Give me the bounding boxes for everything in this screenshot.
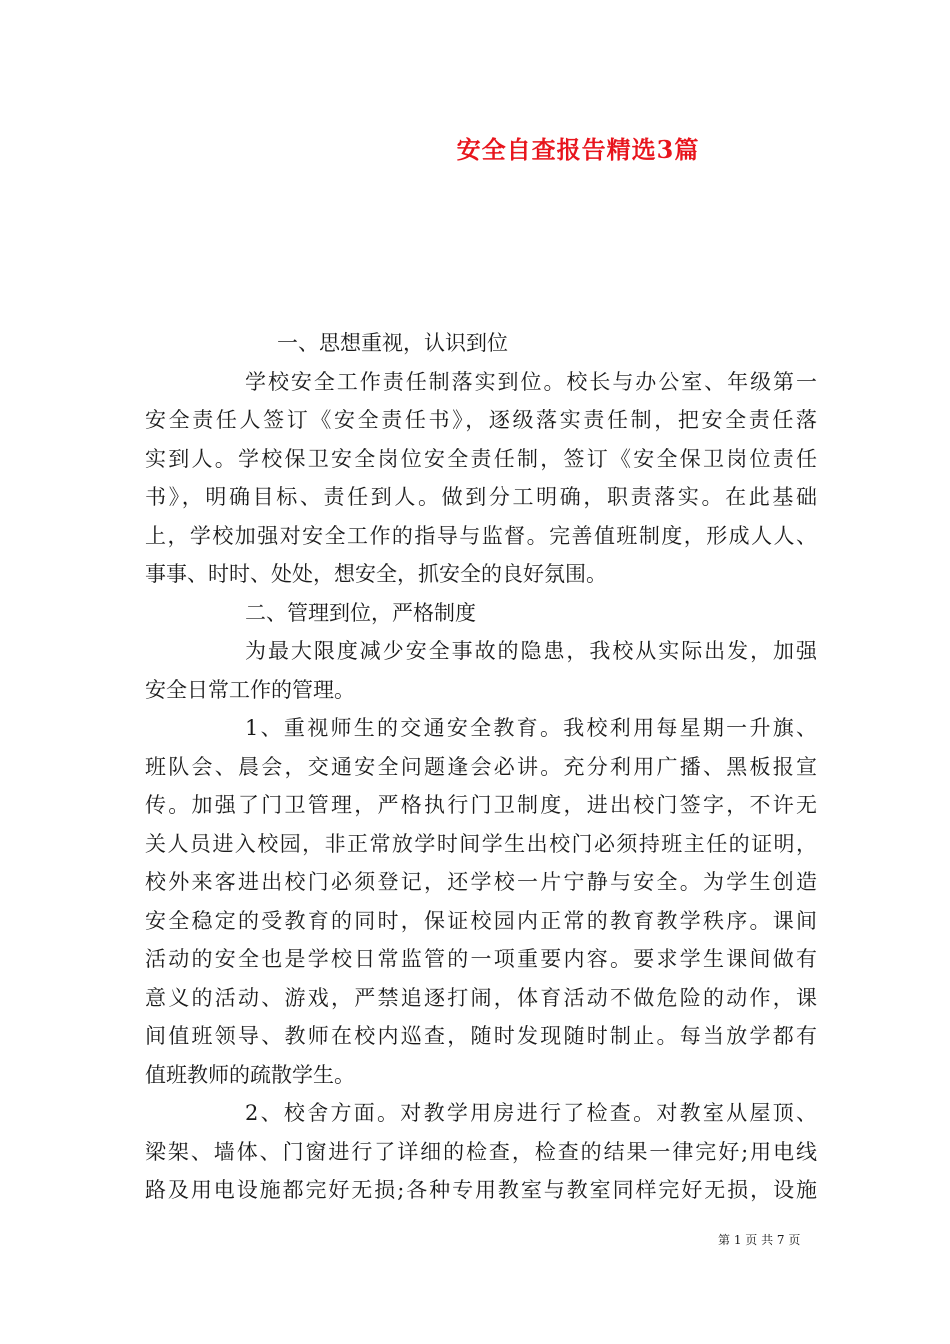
body-line: 校外来客进出校门必须登记，还学校一片宁静与安全。为学生创造 [145, 870, 817, 894]
body-line: 传。加强了门卫管理，严格执行门卫制度，进出校门签字，不许无 [145, 793, 817, 817]
body-line: 事事、时时、处处，想安全，抓安全的良好氛围。 [145, 562, 607, 586]
body-line: 安全责任人签订《安全责任书》，逐级落实责任制，把安全责任落 [145, 408, 817, 432]
body-line: 为最大限度减少安全事故的隐患，我校从实际出发，加强 [245, 639, 817, 663]
body-line: 路及用电设施都完好无损;各种专用教室与教室同样完好无损，设施 [145, 1178, 817, 1202]
document-title: 安全自查报告精选3篇 [456, 135, 700, 164]
body-line: 值班教师的疏散学生。 [145, 1062, 355, 1087]
page-number: 第 1 页 共 7 页 [718, 1233, 801, 1247]
body-line: 2、校舍方面。对教学用房进行了检查。对教室从屋顶、 [245, 1101, 817, 1125]
body-line: 班队会、晨会，交通安全问题逢会必讲。充分利用广播、黑板报宣 [145, 754, 817, 779]
body-line: 1、重视师生的交通安全教育。我校利用每星期一升旗、 [245, 716, 817, 740]
body-line: 二、管理到位，严格制度 [245, 600, 476, 625]
body-line: 间值班领导、教师在校内巡查，随时发现随时制止。每当放学都有 [145, 1024, 817, 1048]
body-line: 安全稳定的受教育的同时，保证校园内正常的教育教学秩序。课间 [145, 908, 817, 933]
body-line: 活动的安全也是学校日常监管的一项重要内容。要求学生课间做有 [145, 947, 817, 971]
body-line: 梁架、墙体、门窗进行了详细的检查，检查的结果一律完好;用电线 [145, 1139, 817, 1164]
body-line: 书》，明确目标、责任到人。做到分工明确，职责落实。在此基础 [145, 485, 817, 509]
body-line: 安全日常工作的管理。 [145, 677, 355, 702]
body-line: 学校安全工作责任制落实到位。校长与办公室、年级第一 [245, 369, 817, 394]
body-line: 关人员进入校园，非正常放学时间学生出校门必须持班主任的证明， [145, 831, 817, 856]
document-body [145, 324, 817, 1210]
body-line: 意义的活动、游戏，严禁追逐打闹，体育活动不做危险的动作，课 [145, 985, 817, 1010]
body-line: 一、思想重视，认识到位 [277, 331, 508, 355]
body-line: 上，学校加强对安全工作的指导与监督。完善值班制度，形成人人、 [145, 523, 817, 548]
body-line: 实到人。学校保卫安全岗位安全责任制，签订《安全保卫岗位责任 [145, 446, 817, 471]
